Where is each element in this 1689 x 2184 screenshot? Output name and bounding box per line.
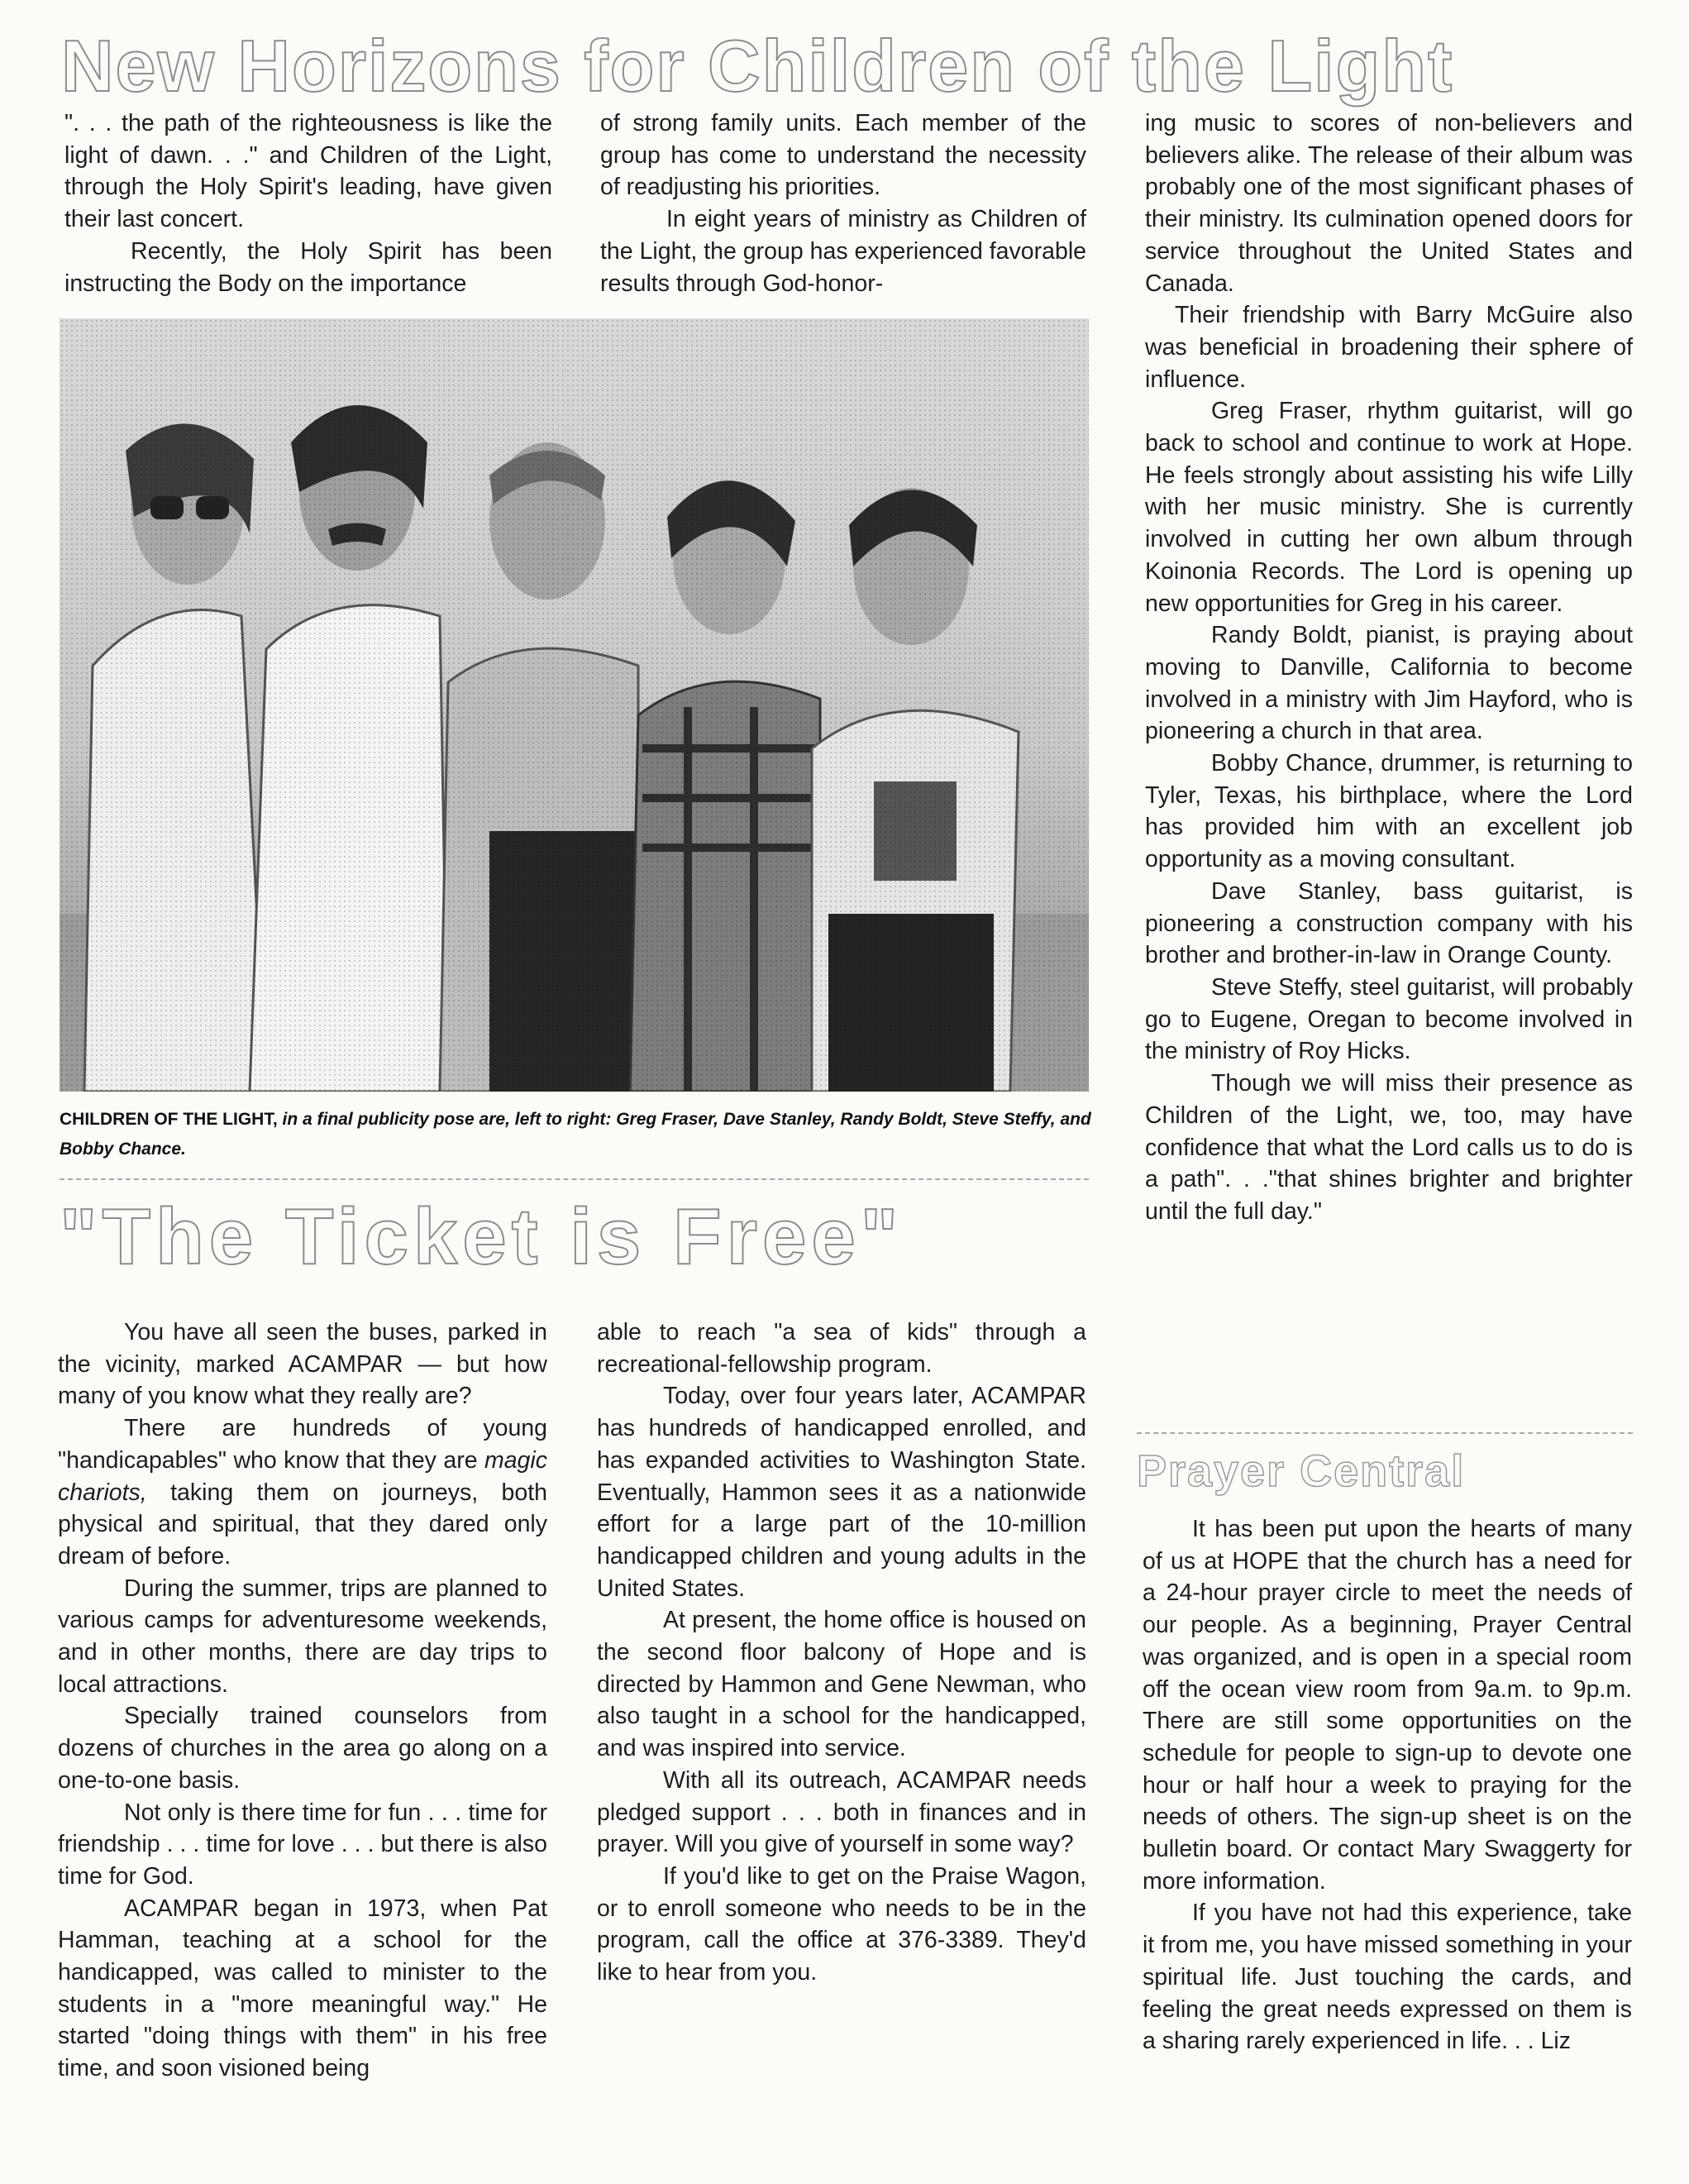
divider-rule <box>1137 1432 1633 1434</box>
photo-caption <box>60 1105 1101 1164</box>
paragraph: Greg Fraser, rhythm guitarist, will go back to school and continue to work at Hope. He feels strongly about assisting his wife Lilly with her music ministry. She is currently involved in cutting her own album through Koinonia Records. The Lord is opening up new opportunities for Greg in his career. <box>1145 398 1633 617</box>
headline-prayer-central: Prayer Central <box>1137 1446 1466 1496</box>
paragraph: If you'd like to get on the Praise Wagon, or to enroll someone who needs to be in the program, call the office at 376-3389. They'd like to hear from you. <box>597 1862 1086 1986</box>
divider-rule <box>60 1178 1089 1180</box>
article3-column <box>1143 1513 1632 2057</box>
paragraph: Bobby Chance, drummer, is returning to Tyler, Texas, his birthplace, where the Lord has provided him with an excellent job opportunity as a moving consultant. <box>1145 750 1633 873</box>
caption-text: in a final publicity pose are, left to right: Greg Fraser, Dave Stanley, Randy Boldt, Steve Steffy, and Bobby Chance. <box>60 1110 1091 1159</box>
paragraph: Randy Boldt, pianist, is praying about moving to Danville, California to become involved in a ministry with Jim Hayford, who is pioneering a church in that area. <box>1145 622 1633 745</box>
article1-column-1 <box>64 108 552 299</box>
article2-column-2 <box>597 1317 1086 1989</box>
paragraph: ". . . the path of the righteousness is like the light of dawn. . ." and Children of the Light, through the Holy Spirit's leading, have given their last concert. <box>64 110 552 233</box>
text-run: taking them on journeys, both physical and spiritual, that they dared only dream of before. <box>58 1479 547 1570</box>
headline-ticket-is-free: "The Ticket is Free" <box>60 1192 904 1281</box>
paragraph: At present, the home office is housed on the second floor balcony of Hope and is directed by Hammon and Gene Newman, who also taught in a school for the handicapped, and was inspired into service. <box>597 1607 1086 1762</box>
paragraph: Today, over four years later, ACAMPAR has hundreds of handicapped enrolled, and has expanded activities to Washington State. Eventually, Hammon sees it as a nationwide effort for a large part of the 10-million handicapped children and young adults in the United States. <box>597 1383 1086 1602</box>
headline-new-horizons: New Horizons for Children of the Light <box>61 25 1454 107</box>
paragraph: of strong family units. Each member of the group has come to understand the necessity of readjusting his priorities. <box>600 110 1086 201</box>
paragraph: able to reach "a sea of kids" through a recreational-fellowship program. <box>597 1319 1086 1378</box>
paragraph: You have all seen the buses, parked in the vicinity, marked ACAMPAR — but how many of you know what they really are? <box>58 1319 547 1410</box>
paragraph: Specially trained counselors from dozens of churches in the area go along on a one-to-one basis. <box>58 1703 547 1794</box>
paragraph: Not only is there time for fun . . . time for friendship . . . time for love . . . but there is also time for God. <box>58 1799 547 1890</box>
caption-lead: CHILDREN OF THE LIGHT, <box>60 1110 278 1129</box>
paragraph: ing music to scores of non-believers and believers alike. The release of their album was probably one of the most significant phases of their ministry. Its culmination opened doors for service throughout the United States and Canada. <box>1145 110 1633 297</box>
paragraph: Dave Stanley, bass guitarist, is pioneering a construction company with his brother and brother-in-law in Orange County. <box>1145 877 1633 969</box>
paragraph: Steve Steffy, steel guitarist, will probably go to Eugene, Oregan to become involved in the ministry of Roy Hicks. <box>1145 973 1633 1065</box>
paragraph: It has been put upon the hearts of many of us at HOPE that the church has a need for a 24-hour prayer circle to meet the needs of our people. As a beginning, Prayer Central was organized, and is open in a special room off the ocean view room from 9a.m. to 9p.m. There are still some opportunities on the schedule for people to sign-up to devote one hour or half hour a week to praying for the needs of others. The sign-up sheet is on the bulletin board. Or contact Mary Swaggerty for more information. <box>1143 1516 1632 1895</box>
article2-column-1 <box>58 1317 547 2085</box>
text-run: There are hundreds of young "handicapables" who know that they are <box>58 1415 547 1474</box>
paragraph: Their friendship with Barry McGuire also was beneficial in broadening their sphere of influence. <box>1145 302 1633 393</box>
article1-column-2 <box>600 108 1086 299</box>
paragraph: Though we will miss their presence as Children of the Light, we, too, may have confidence that what the Lord calls us to do is a path". . ."that shines brighter and brighter until the full day." <box>1145 1070 1633 1225</box>
paragraph: With all its outreach, ACAMPAR needs pledged support . . . both in finances and in prayer. Will you give of yourself in some way? <box>597 1766 1086 1858</box>
emphasis: magic chariots, <box>58 1446 547 1506</box>
paragraph: During the summer, trips are planned to various camps for adventuresome weekends, and in other months, there are day trips to local attractions. <box>58 1575 547 1698</box>
paragraph: Recently, the Holy Spirit has been instructing the Body on the importance <box>64 237 552 297</box>
paragraph: If you have not had this experience, take it from me, you have missed something in your spiritual life. Just touching the cards, and feeling the great needs expressed on them is a sharing rarely experienced in life. . . Liz <box>1143 1900 1632 2055</box>
article1-column-3 <box>1145 108 1633 1228</box>
paragraph: ACAMPAR began in 1973, when Pat Hamman, teaching at a school for the handicapped, was called to minister to the students in a "more meaningful way." He started "doing things with them" in his free time, and soon visioned being <box>58 1895 547 2082</box>
group-photo <box>60 318 1089 1092</box>
paragraph <box>58 1412 547 1573</box>
paragraph: In eight years of ministry as Children of the Light, the group has experienced favorable results through God-honor- <box>600 206 1086 297</box>
